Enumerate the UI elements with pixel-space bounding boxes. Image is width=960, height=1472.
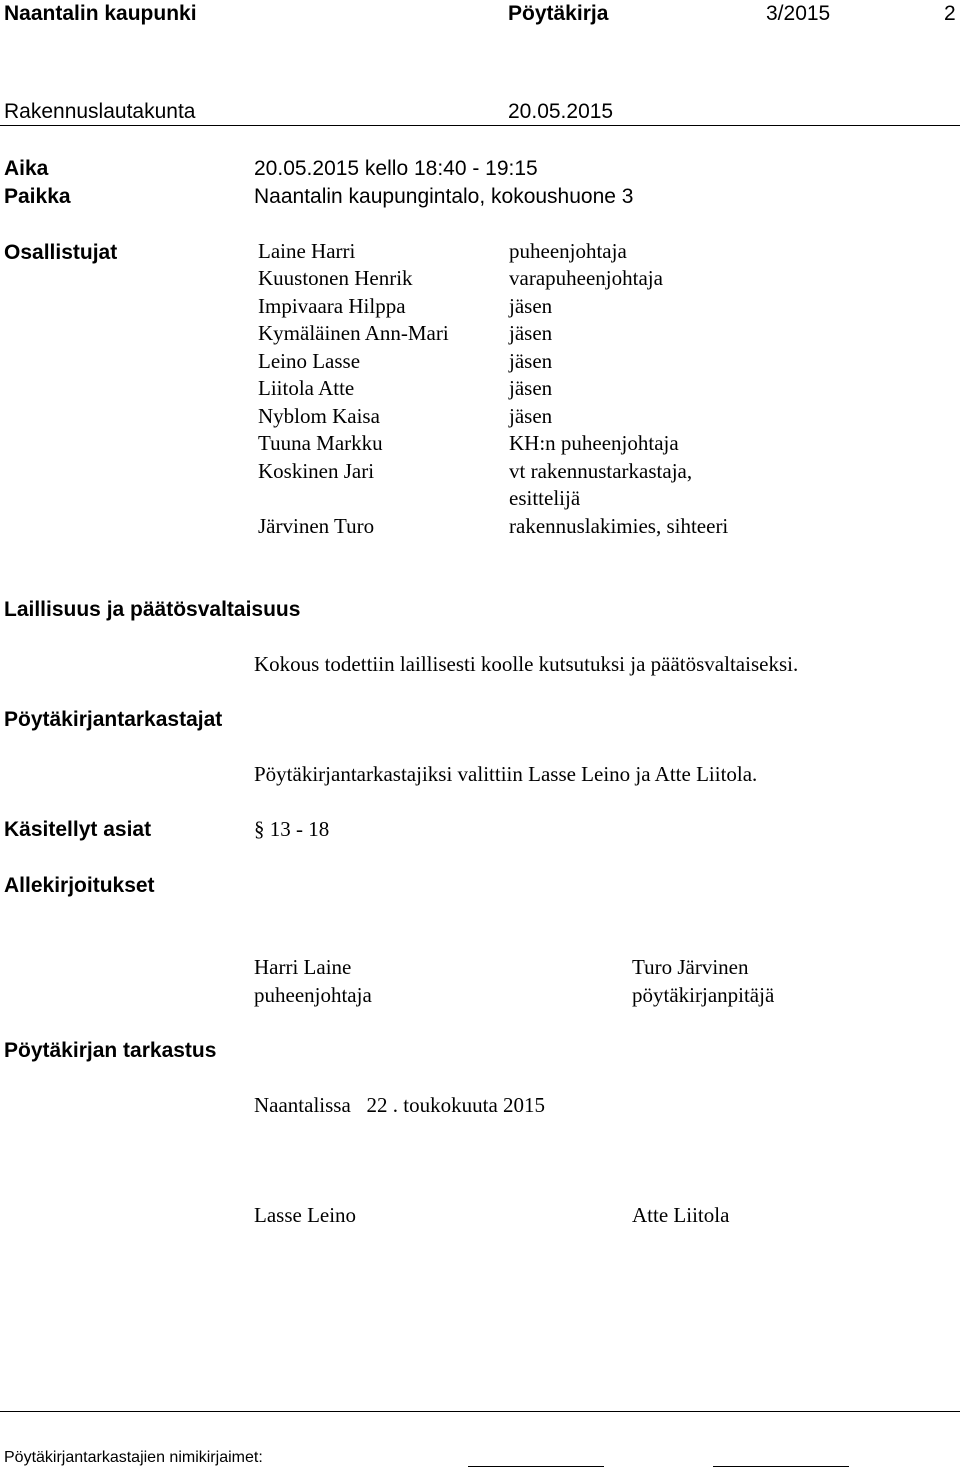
participant-role: jäsen	[509, 321, 553, 345]
place-label: Paikka	[4, 185, 71, 208]
time-label: Aika	[4, 157, 49, 180]
participants-label: Osallistujat	[4, 241, 118, 264]
participant-role: varapuheenjohtaja	[509, 266, 663, 290]
participant-role: rakennuslakimies, sihteeri	[509, 514, 729, 538]
review-place-date: Naantalissa 22 . toukokuuta 2015	[254, 1093, 546, 1117]
participant-name: Laine Harri	[258, 239, 356, 263]
items-label: Käsitellyt asiat	[4, 818, 152, 841]
participant-role: jäsen	[509, 294, 553, 318]
participant-name: Nyblom Kaisa	[258, 404, 380, 428]
city-name: Naantalin kaupunki	[4, 2, 197, 25]
legality-text: Kokous todettiin laillisesti koolle kutsutuksi ja päätösvaltaiseksi.	[254, 652, 799, 676]
participant-name: Impivaara Hilppa	[258, 294, 406, 318]
participant-name: Järvinen Turo	[258, 514, 375, 538]
inspectors-text: Pöytäkirjantarkastajiksi valittiin Lasse Leino ja Atte Liitola.	[254, 762, 758, 786]
participant-role: jäsen	[509, 404, 553, 428]
participant-name: Koskinen Jari	[258, 459, 375, 483]
participant-name: Leino Lasse	[258, 349, 361, 373]
participant-name: Tuuna Markku	[258, 431, 383, 455]
place-value: Naantalin kaupungintalo, kokoushuone 3	[254, 185, 634, 208]
participant-role: vt rakennustarkastaja,	[509, 459, 693, 483]
chair-role: puheenjohtaja	[254, 983, 372, 1007]
legality-label: Laillisuus ja päätösvaltaisuus	[4, 598, 301, 621]
header-divider	[0, 125, 960, 126]
initials-label: Pöytäkirjantarkastajien nimikirjaimet:	[4, 1449, 263, 1466]
participant-role: jäsen	[509, 376, 553, 400]
participant-name: Liitola Atte	[258, 376, 355, 400]
participant-role: puheenjohtaja	[509, 239, 627, 263]
initials-blank-right	[713, 1466, 849, 1467]
participant-name: Kymäläinen Ann-Mari	[258, 321, 449, 345]
items-value: § 13 - 18	[254, 817, 330, 841]
inspectors-label: Pöytäkirjantarkastajat	[4, 708, 223, 731]
initials-blank-left	[468, 1466, 604, 1467]
participant-role: esittelijä	[509, 486, 581, 510]
chair-name: Harri Laine	[254, 955, 352, 979]
board-name: Rakennuslautakunta	[4, 100, 196, 123]
review-label: Pöytäkirjan tarkastus	[4, 1039, 217, 1062]
inspector-right-name: Atte Liitola	[632, 1203, 730, 1227]
participant-role: KH:n puheenjohtaja	[509, 431, 679, 455]
document-number: 3/2015	[766, 2, 831, 25]
secretary-name: Turo Järvinen	[632, 955, 749, 979]
participant-name: Kuustonen Henrik	[258, 266, 413, 290]
signatures-label: Allekirjoitukset	[4, 874, 155, 897]
time-value: 20.05.2015 kello 18:40 - 19:15	[254, 157, 538, 180]
secretary-role: pöytäkirjanpitäjä	[632, 983, 775, 1007]
document-type: Pöytäkirja	[508, 2, 609, 25]
inspector-left-name: Lasse Leino	[254, 1203, 357, 1227]
meeting-date: 20.05.2015	[508, 100, 614, 123]
page-number: 2	[944, 2, 956, 25]
footer-divider	[0, 1411, 960, 1412]
participant-role: jäsen	[509, 349, 553, 373]
